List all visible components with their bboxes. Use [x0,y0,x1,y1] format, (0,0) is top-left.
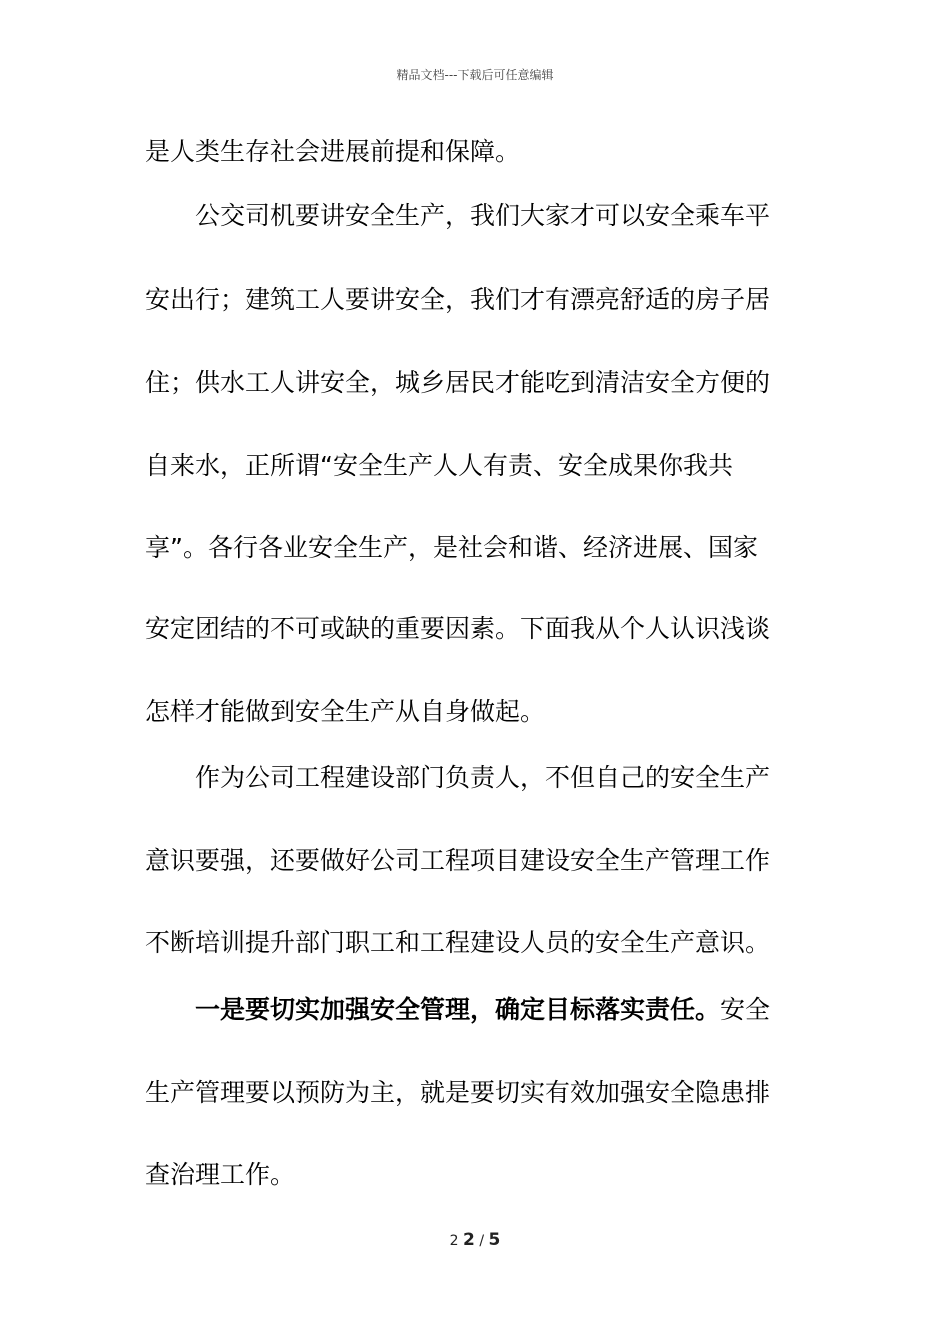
text-line: 安定团结的不可或缺的重要因素。下面我从个人认识浅谈 [145,614,771,643]
text-line: 住；供水工人讲安全，城乡居民才能吃到清洁安全方便的 [145,368,771,397]
text-line: 自来水，正所谓“安全生产人人有责、安全成果你我共 [145,451,733,480]
text-line: 享”。各行各业安全生产，是社会和谐、经济进展、国家 [145,533,758,562]
text-line: 是人类生存社会进展前提和保障。 [145,137,521,166]
lead-continuation: 安全 [720,995,771,1024]
text-line: 作为公司工程建设部门负责人，不但自己的安全生产 [195,763,771,792]
page-total: 5 [488,1230,501,1250]
text-line: 不断培训提升部门职工和工程建设人员的安全生产意识。 [145,928,771,957]
page-number: 2 [463,1230,475,1250]
page-header: 精品文档---下载后可任意编辑 [396,68,554,82]
text-line-heading [195,994,770,1026]
page-prefix: 2 [449,1233,459,1249]
page-separator: / [474,1233,489,1249]
text-line: 意识要强，还要做好公司工程项目建设安全生产管理工作 [145,846,771,875]
text-line: 怎样才能做到安全生产从自身做起。 [145,697,546,726]
text-line: 生产管理要以预防为主，就是要切实有效加强安全隐患排 [145,1078,771,1107]
text-line: 查治理工作。 [145,1160,296,1189]
bold-lead: 一是要切实加强安全管理，确定目标落实责任。 [195,995,721,1024]
page-footer [0,1230,950,1250]
text-line: 安出行；建筑工人要讲安全，我们才有漂亮舒适的房子居 [145,285,771,314]
text-line: 公交司机要讲安全生产，我们大家才可以安全乘车平 [195,201,771,230]
